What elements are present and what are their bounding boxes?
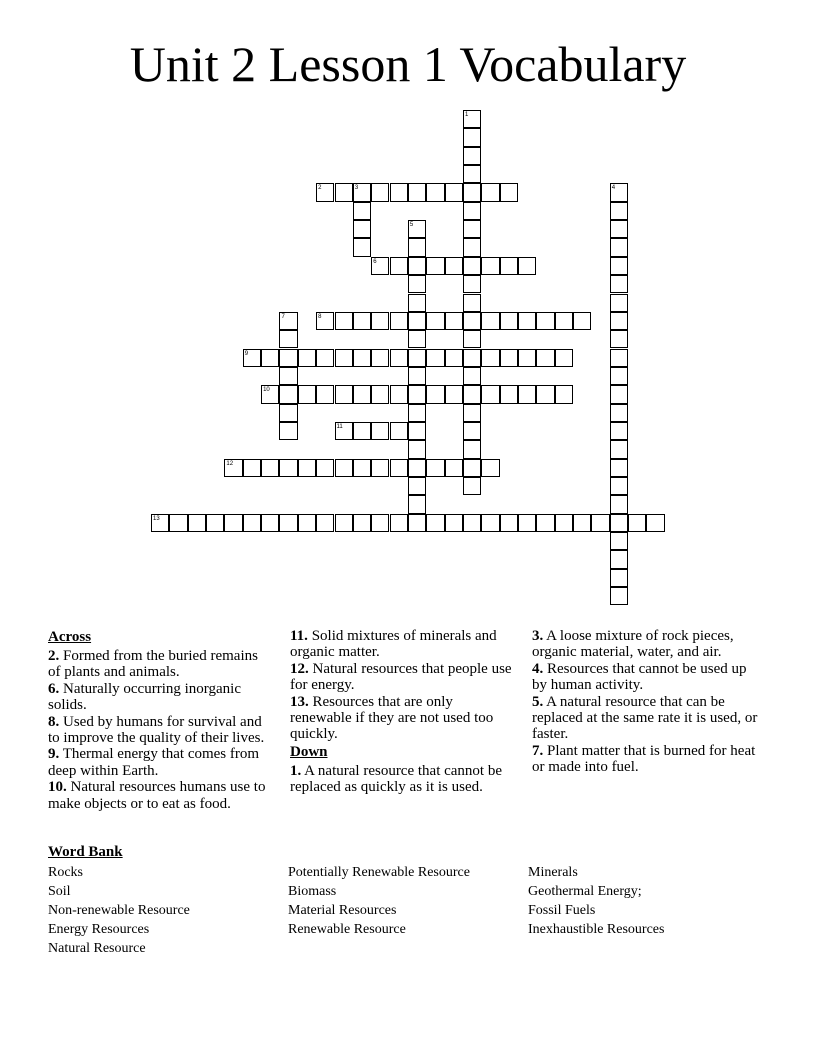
clue-number: 5 <box>409 222 414 229</box>
grid-cell[interactable] <box>279 422 297 440</box>
grid-cell[interactable] <box>463 275 481 293</box>
grid-cell[interactable] <box>408 367 426 385</box>
word-bank-column-1 <box>48 863 190 958</box>
grid-cell[interactable] <box>298 385 316 403</box>
grid-cell[interactable] <box>279 349 297 367</box>
grid-cell[interactable] <box>279 330 297 348</box>
clue-number: 4 <box>611 185 616 192</box>
clue-item: 12. Natural resources that people use for energy. <box>290 660 512 694</box>
grid-cell[interactable] <box>463 367 481 385</box>
grid-cell[interactable] <box>610 569 628 587</box>
grid-cell[interactable] <box>463 202 481 220</box>
grid-cell[interactable] <box>445 312 463 330</box>
grid-cell[interactable] <box>628 514 646 532</box>
grid-cell[interactable] <box>426 312 444 330</box>
grid-cell[interactable] <box>298 514 316 532</box>
grid-cell[interactable] <box>463 238 481 256</box>
grid-cell[interactable] <box>518 257 536 275</box>
grid-cell[interactable] <box>279 385 297 403</box>
grid-cell[interactable] <box>463 459 481 477</box>
clue-item-number: 11. <box>290 628 308 644</box>
grid-cell[interactable] <box>335 422 353 440</box>
grid-cell[interactable] <box>555 514 573 532</box>
clue-item-number: 3. <box>532 628 544 644</box>
clue-item-number: 1. <box>290 762 302 779</box>
grid-cell[interactable] <box>610 587 628 605</box>
grid-cell[interactable] <box>463 477 481 495</box>
clue-column-2 <box>290 628 516 796</box>
grid-cell[interactable] <box>463 404 481 422</box>
grid-cell[interactable] <box>610 275 628 293</box>
clue-column-1 <box>48 628 270 812</box>
grid-cell[interactable] <box>463 385 481 403</box>
grid-cell[interactable] <box>408 422 426 440</box>
grid-cell[interactable] <box>408 349 426 367</box>
grid-cell[interactable] <box>500 183 518 201</box>
grid-cell[interactable] <box>335 514 353 532</box>
clue-item-number: 9. <box>48 746 60 763</box>
clue-item-number: 6. <box>48 680 60 697</box>
grid-cell[interactable] <box>610 330 628 348</box>
grid-cell[interactable] <box>536 312 554 330</box>
grid-cell[interactable] <box>463 128 481 146</box>
grid-cell[interactable] <box>390 349 408 367</box>
grid-cell[interactable] <box>353 238 371 256</box>
grid-cell[interactable] <box>371 257 389 275</box>
grid-cell[interactable] <box>518 349 536 367</box>
clue-item: 1. A natural resource that cannot be replaced as quickly as it is used. <box>290 762 503 796</box>
word-bank-column-3 <box>528 863 664 939</box>
clue-number: 6 <box>373 258 377 265</box>
grid-cell[interactable] <box>335 349 353 367</box>
grid-cell[interactable] <box>426 183 444 201</box>
grid-cell[interactable] <box>610 349 628 367</box>
grid-cell[interactable] <box>371 459 389 477</box>
word-bank-heading: Word Bank <box>48 844 123 860</box>
grid-cell[interactable] <box>610 459 628 477</box>
clue-section-heading: Across <box>48 629 92 645</box>
grid-cell[interactable] <box>279 404 297 422</box>
grid-cell[interactable] <box>169 514 187 532</box>
grid-cell[interactable] <box>243 349 261 367</box>
grid-cell[interactable] <box>371 385 389 403</box>
grid-cell[interactable] <box>463 220 481 238</box>
grid-cell[interactable] <box>610 550 628 568</box>
clue-number: 12 <box>226 460 234 467</box>
grid-cell[interactable] <box>408 275 426 293</box>
clue-item-number: 5. <box>532 693 544 710</box>
clue-item: 9. Thermal energy that comes from deep within Earth. <box>48 746 260 779</box>
grid-cell[interactable] <box>555 312 573 330</box>
grid-cell[interactable] <box>188 514 206 532</box>
grid-cell[interactable] <box>353 514 371 532</box>
clue-item-number: 4. <box>532 660 544 677</box>
clue-number: 1 <box>464 112 469 118</box>
grid-cell[interactable] <box>463 440 481 458</box>
grid-cell[interactable] <box>500 257 518 275</box>
word-bank-column-2 <box>288 863 470 939</box>
grid-cell[interactable] <box>610 422 628 440</box>
grid-cell[interactable] <box>500 385 518 403</box>
word-bank-item: Rocks <box>48 865 83 880</box>
clue-section-heading: Down <box>290 743 328 760</box>
grid-cell[interactable] <box>408 404 426 422</box>
grid-cell[interactable] <box>518 312 536 330</box>
page-title: Unit 2 Lesson 1 Vocabulary <box>129 36 687 92</box>
word-bank-item: Soil <box>48 884 71 899</box>
grid-cell[interactable] <box>353 385 371 403</box>
clue-item: 6. Naturally occurring inorganic solids. <box>48 680 241 714</box>
grid-cell[interactable] <box>279 459 297 477</box>
grid-cell[interactable] <box>426 257 444 275</box>
grid-cell[interactable] <box>463 183 481 201</box>
grid-cell[interactable] <box>316 459 334 477</box>
clue-column-3 <box>532 628 760 776</box>
clue-number: 2 <box>318 185 322 192</box>
grid-cell[interactable] <box>610 183 628 201</box>
grid-cell[interactable] <box>390 422 408 440</box>
clue-item: 2. Formed from the buried remains of plants and animals. <box>48 648 258 681</box>
grid-cell[interactable] <box>481 385 499 403</box>
grid-cell[interactable] <box>610 477 628 495</box>
grid-cell[interactable] <box>463 147 481 165</box>
grid-cell[interactable] <box>206 514 224 532</box>
clue-item: 13. Resources that are only renewable if they are not used too quickly. <box>290 693 494 743</box>
grid-cell[interactable] <box>335 385 353 403</box>
grid-cell[interactable] <box>573 514 591 532</box>
grid-cell[interactable] <box>298 349 316 367</box>
grid-cell[interactable] <box>408 459 426 477</box>
word-bank-item: Material Resources <box>288 903 397 918</box>
grid-cell[interactable] <box>463 422 481 440</box>
grid-cell[interactable] <box>445 459 463 477</box>
grid-cell[interactable] <box>445 183 463 201</box>
grid-cell[interactable] <box>353 422 371 440</box>
grid-cell[interactable] <box>408 294 426 312</box>
grid-cell[interactable] <box>390 312 408 330</box>
grid-cell[interactable] <box>408 330 426 348</box>
clue-item-number: 10. <box>48 779 67 796</box>
grid-cell[interactable] <box>408 183 426 201</box>
grid-cell[interactable] <box>463 330 481 348</box>
grid-cell[interactable] <box>408 385 426 403</box>
clue-item: 11. Solid mixtures of minerals and organic matter. <box>290 628 497 661</box>
grid-cell[interactable] <box>463 349 481 367</box>
grid-cell[interactable] <box>536 349 554 367</box>
grid-cell[interactable] <box>224 514 242 532</box>
grid-cell[interactable] <box>390 385 408 403</box>
grid-cell[interactable] <box>316 183 334 201</box>
grid-cell[interactable] <box>481 183 499 201</box>
clue-number: 11 <box>336 423 343 430</box>
clue-number: 10 <box>263 387 270 394</box>
grid-cell[interactable] <box>316 312 334 330</box>
clue-item-number: 7. <box>532 742 544 759</box>
clue-item-number: 2. <box>48 648 60 664</box>
word-bank-item: Fossil Fuels <box>528 903 596 918</box>
grid-cell[interactable] <box>463 312 481 330</box>
grid-cell[interactable] <box>518 514 536 532</box>
grid-cell[interactable] <box>335 183 353 201</box>
word-bank-item: Non-renewable Resource <box>48 903 190 918</box>
grid-cell[interactable] <box>279 367 297 385</box>
grid-cell[interactable] <box>481 257 499 275</box>
grid-cell[interactable] <box>408 495 426 513</box>
grid-cell[interactable] <box>224 459 242 477</box>
grid-cell[interactable] <box>426 385 444 403</box>
grid-cell[interactable] <box>500 514 518 532</box>
clue-item: 7. Plant matter that is burned for heat or made into fuel. <box>532 742 756 776</box>
grid-cell[interactable] <box>463 165 481 183</box>
grid-cell[interactable] <box>463 110 481 128</box>
grid-cell[interactable] <box>646 514 664 532</box>
grid-cell[interactable] <box>500 349 518 367</box>
grid-cell[interactable] <box>408 238 426 256</box>
grid-cell[interactable] <box>481 514 499 532</box>
grid-cell[interactable] <box>610 257 628 275</box>
grid-cell[interactable] <box>481 459 499 477</box>
word-bank-item: Minerals <box>528 865 578 880</box>
word-bank-item: Geothermal Energy; <box>528 884 642 899</box>
grid-cell[interactable] <box>335 312 353 330</box>
grid-cell[interactable] <box>445 385 463 403</box>
grid-cell[interactable] <box>610 367 628 385</box>
grid-cell[interactable] <box>500 312 518 330</box>
grid-cell[interactable] <box>610 312 628 330</box>
grid-cell[interactable] <box>426 459 444 477</box>
grid-cell[interactable] <box>316 349 334 367</box>
grid-cell[interactable] <box>445 349 463 367</box>
clue-number: 9 <box>244 350 249 357</box>
word-bank-item: Renewable Resource <box>288 922 406 937</box>
word-bank-item: Potentially Renewable Resource <box>288 865 470 880</box>
grid-cell[interactable] <box>408 477 426 495</box>
grid-cell[interactable] <box>463 257 481 275</box>
grid-cell[interactable] <box>371 183 389 201</box>
grid-cell[interactable] <box>408 440 426 458</box>
grid-cell[interactable] <box>610 404 628 422</box>
grid-cell[interactable] <box>610 202 628 220</box>
grid-cell[interactable] <box>408 312 426 330</box>
grid-cell[interactable] <box>610 385 628 403</box>
grid-cell[interactable] <box>536 385 554 403</box>
clue-number: 3 <box>354 185 359 192</box>
grid-cell[interactable] <box>426 514 444 532</box>
word-bank-item: Biomass <box>288 884 337 899</box>
grid-cell[interactable] <box>518 385 536 403</box>
grid-cell[interactable] <box>261 385 279 403</box>
grid-cell[interactable] <box>426 349 444 367</box>
grid-cell[interactable] <box>353 349 371 367</box>
clue-item: 3. A loose mixture of rock pieces, organic material, water, and air. <box>532 628 734 661</box>
grid-cell[interactable] <box>353 220 371 238</box>
grid-cell[interactable] <box>610 532 628 550</box>
grid-cell[interactable] <box>573 312 591 330</box>
grid-cell[interactable] <box>316 385 334 403</box>
grid-cell[interactable] <box>610 238 628 256</box>
grid-cell[interactable] <box>408 257 426 275</box>
grid-cell[interactable] <box>536 514 554 532</box>
grid-cell[interactable] <box>390 514 408 532</box>
grid-cell[interactable] <box>481 312 499 330</box>
grid-cell[interactable] <box>151 514 169 532</box>
grid-cell[interactable] <box>408 514 426 532</box>
grid-cell[interactable] <box>279 312 297 330</box>
grid-cell[interactable] <box>555 385 573 403</box>
word-bank-item: Energy Resources <box>48 922 150 937</box>
grid-cell[interactable] <box>261 514 279 532</box>
grid-cell[interactable] <box>555 349 573 367</box>
grid-cell[interactable] <box>445 257 463 275</box>
grid-cell[interactable] <box>353 202 371 220</box>
clue-item: 5. A natural resource that can be replaced at the same rate it is used, or faster. <box>532 693 758 743</box>
grid-cell[interactable] <box>353 312 371 330</box>
grid-cell[interactable] <box>298 459 316 477</box>
clue-number: 13 <box>153 515 160 522</box>
grid-cell[interactable] <box>371 422 389 440</box>
grid-cell[interactable] <box>371 312 389 330</box>
clue-item-number: 13. <box>290 693 309 710</box>
grid-cell[interactable] <box>353 183 371 201</box>
grid-cell[interactable] <box>408 220 426 238</box>
clue-number: 8 <box>318 313 322 320</box>
grid-cell[interactable] <box>591 514 609 532</box>
grid-cell[interactable] <box>390 459 408 477</box>
clue-item: 8. Used by humans for survival and to improve the quality of their lives. <box>48 713 265 747</box>
grid-cell[interactable] <box>610 294 628 312</box>
grid-cell[interactable] <box>610 495 628 513</box>
grid-cell[interactable] <box>463 514 481 532</box>
grid-cell[interactable] <box>261 459 279 477</box>
word-bank-item: Natural Resource <box>48 941 146 956</box>
grid-cell[interactable] <box>353 459 371 477</box>
grid-cell[interactable] <box>463 294 481 312</box>
grid-cell[interactable] <box>390 257 408 275</box>
grid-cell[interactable] <box>445 514 463 532</box>
grid-cell[interactable] <box>481 349 499 367</box>
clue-item: 4. Resources that cannot be used up by human activity. <box>532 660 747 694</box>
clue-item: 10. Natural resources humans use to make objects or to eat as food. <box>48 779 266 812</box>
grid-cell[interactable] <box>371 349 389 367</box>
grid-cell[interactable] <box>335 459 353 477</box>
grid-cell[interactable] <box>390 183 408 201</box>
clue-item-number: 12. <box>290 660 309 677</box>
grid-cell[interactable] <box>243 459 261 477</box>
grid-cell[interactable] <box>371 514 389 532</box>
word-bank-item: Inexhaustible Resources <box>528 922 665 937</box>
grid-cell[interactable] <box>316 514 334 532</box>
grid-cell[interactable] <box>261 349 279 367</box>
grid-cell[interactable] <box>610 220 628 238</box>
clue-number: 7 <box>281 313 285 320</box>
grid-cell[interactable] <box>279 514 297 532</box>
grid-cell[interactable] <box>243 514 261 532</box>
clue-item-number: 8. <box>48 713 60 730</box>
grid-cell[interactable] <box>610 440 628 458</box>
grid-cell[interactable] <box>610 514 628 532</box>
